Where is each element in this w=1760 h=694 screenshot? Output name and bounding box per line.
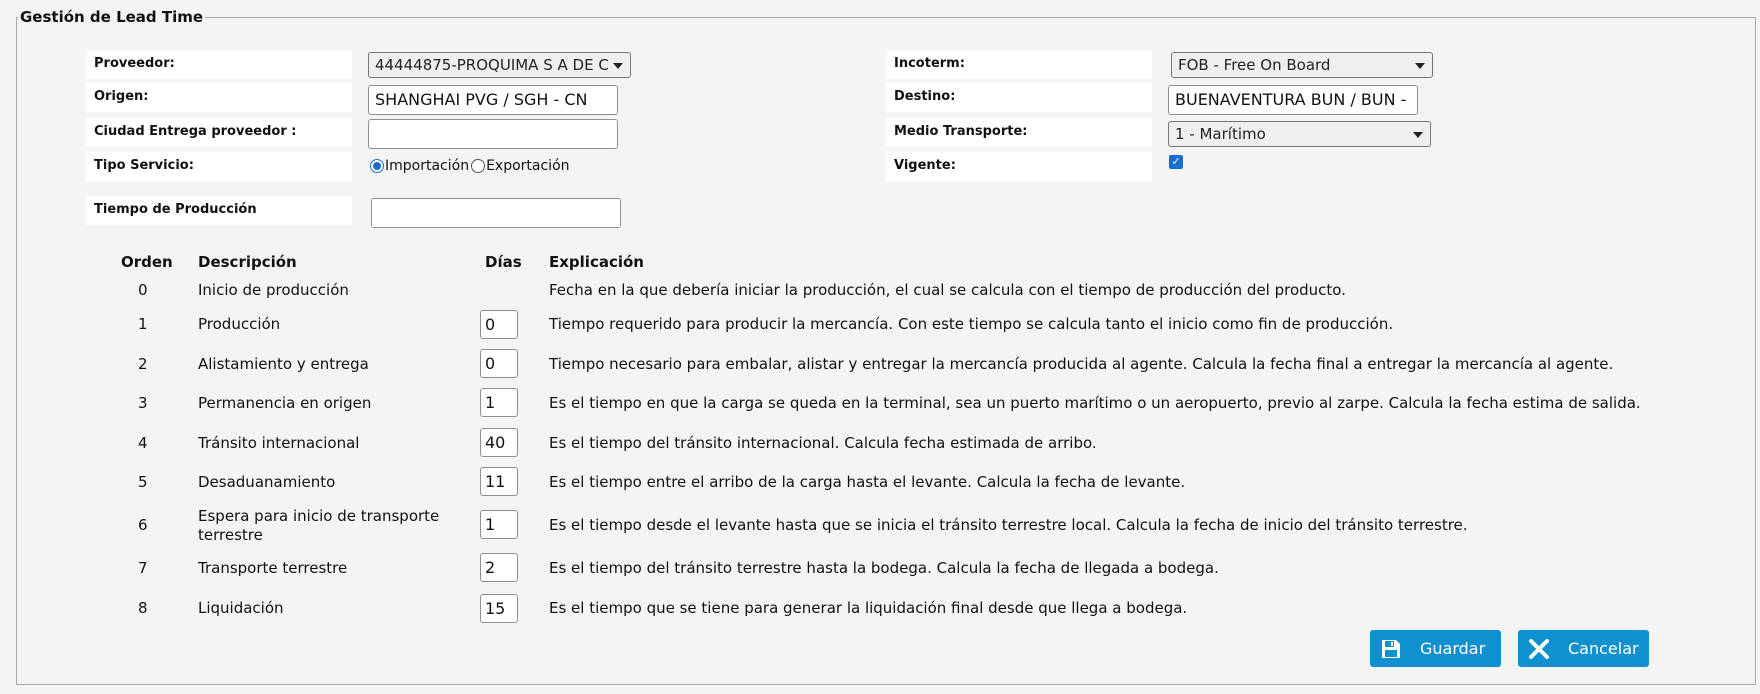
table-row-orden: 0 xyxy=(138,281,148,299)
table-row-explicacion: Es el tiempo entre el arribo de la carga hasta el levante. Calcula la fecha de levante. xyxy=(549,473,1186,491)
table-row-descripcion: Liquidación xyxy=(198,599,284,617)
proveedor-select[interactable] xyxy=(368,52,631,78)
dias-input[interactable]: 2 xyxy=(480,553,518,582)
chevron-down-icon xyxy=(1413,132,1423,138)
save-button[interactable] xyxy=(1370,630,1501,667)
table-row-explicacion: Es el tiempo del tránsito terrestre hasta la bodega. Calcula la fecha de llegada a bodega. xyxy=(549,559,1219,577)
cancel-label: Cancelar xyxy=(1568,639,1639,658)
section-title: Gestión de Lead Time xyxy=(20,8,204,26)
destino-label: Destino: xyxy=(886,83,1152,112)
cancel-button[interactable] xyxy=(1518,630,1649,667)
table-row-orden: 1 xyxy=(138,315,148,333)
origen-input[interactable]: SHANGHAI PVG / SGH - CN xyxy=(368,85,618,115)
exportacion-radio[interactable] xyxy=(471,159,485,173)
save-icon xyxy=(1380,638,1402,660)
header-dias: Días xyxy=(485,253,522,271)
table-row-descripcion: Transporte terrestre xyxy=(198,559,348,577)
medio-transporte-value: 1 - Marítimo xyxy=(1175,125,1266,143)
table-row-orden: 8 xyxy=(138,599,148,617)
dias-input[interactable]: 11 xyxy=(480,467,518,496)
proveedor-value: 44444875-PROQUIMA S A DE C xyxy=(375,56,609,74)
chevron-down-icon xyxy=(1415,63,1425,69)
ciudad-entrega-label: Ciudad Entrega proveedor : xyxy=(86,118,352,147)
table-row-orden: 5 xyxy=(138,473,148,491)
table-row-orden: 3 xyxy=(138,394,148,412)
incoterm-label: Incoterm: xyxy=(886,50,1152,79)
chevron-down-icon xyxy=(613,63,623,69)
dias-input[interactable]: 40 xyxy=(480,428,518,457)
header-explicacion: Explicación xyxy=(549,253,644,271)
header-orden: Orden xyxy=(121,253,173,271)
table-row-descripcion: Desaduanamiento xyxy=(198,473,336,491)
ciudad-entrega-input[interactable] xyxy=(368,119,618,149)
origen-label: Origen: xyxy=(86,83,352,112)
table-row-orden: 4 xyxy=(138,434,148,452)
save-label: Guardar xyxy=(1420,639,1486,658)
table-row-descripcion: Permanencia en origen xyxy=(198,394,372,412)
table-row-explicacion: Es el tiempo que se tiene para generar la liquidación final desde que llega a bodega. xyxy=(549,599,1188,617)
table-row-descripcion: Alistamiento y entrega xyxy=(198,355,369,373)
tipo-servicio-radio-group xyxy=(370,158,570,174)
tipo-servicio-label: Tipo Servicio: xyxy=(86,152,352,181)
close-icon xyxy=(1528,638,1550,660)
dias-input[interactable]: 1 xyxy=(480,388,518,417)
table-row-descripcion: Tránsito internacional xyxy=(198,434,360,452)
exportacion-label: Exportación xyxy=(486,158,570,174)
table-row-orden: 7 xyxy=(138,559,148,577)
vigente-checkbox[interactable]: ✓ xyxy=(1169,155,1183,169)
importacion-radio[interactable] xyxy=(370,159,384,173)
incoterm-value: FOB - Free On Board xyxy=(1178,56,1331,74)
table-row-orden: 6 xyxy=(138,516,148,534)
destino-input[interactable]: BUENAVENTURA BUN / BUN - xyxy=(1168,85,1418,115)
incoterm-select[interactable] xyxy=(1171,52,1433,78)
table-row-orden: 2 xyxy=(138,355,148,373)
importacion-label: Importación xyxy=(385,158,470,174)
table-row-explicacion: Fecha en la que debería iniciar la producción, el cual se calcula con el tiempo de producción del producto. xyxy=(549,281,1346,299)
medio-transporte-select[interactable] xyxy=(1168,121,1431,147)
dias-input[interactable]: 1 xyxy=(480,510,518,539)
table-row-explicacion: Es el tiempo del tránsito internacional. Calcula fecha estimada de arribo. xyxy=(549,434,1097,452)
tiempo-produccion-label: Tiempo de Producción xyxy=(86,196,352,225)
table-row-descripcion: Producción xyxy=(198,315,281,333)
table-row-explicacion: Tiempo necesario para embalar, alistar y entregar la mercancía producida al agente. Calcula la fecha final a entregar la mercancía al agente. xyxy=(549,355,1614,373)
medio-transporte-label: Medio Transporte: xyxy=(886,118,1152,147)
table-row-explicacion: Es el tiempo en que la carga se queda en la terminal, sea un puerto marítimo o un aeropuerto, previo al zarpe. Calcula la fecha estima de salida. xyxy=(549,394,1641,412)
dias-input[interactable]: 0 xyxy=(480,349,518,378)
proveedor-label: Proveedor: xyxy=(86,50,352,79)
dias-input[interactable]: 0 xyxy=(480,310,518,339)
vigente-label: Vigente: xyxy=(886,152,1152,181)
table-row-explicacion: Tiempo requerido para producir la mercancía. Con este tiempo se calcula tanto el inicio como fin de producción. xyxy=(549,315,1394,333)
tiempo-produccion-input[interactable] xyxy=(371,198,621,228)
table-row-descripcion: Inicio de producción xyxy=(198,281,349,299)
dias-input[interactable]: 15 xyxy=(480,594,518,623)
table-row-descripcion: Espera para inicio de transporte terrestre xyxy=(198,507,440,544)
table-row-explicacion: Es el tiempo desde el levante hasta que se inicia el tránsito terrestre local. Calcula la fecha de inicio del tránsito terrestre. xyxy=(549,516,1468,534)
header-descripcion: Descripción xyxy=(198,253,297,271)
